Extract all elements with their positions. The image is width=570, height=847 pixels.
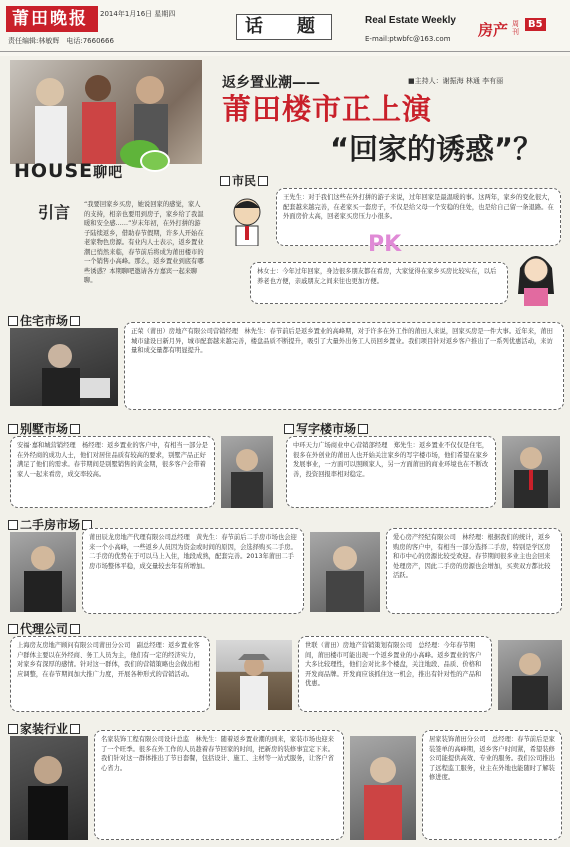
- headline-sub: “回家的诱惑”？: [330, 132, 543, 166]
- daili-right-person-photo: [498, 640, 562, 710]
- section-english: Real Estate Weekly: [365, 15, 456, 26]
- section-zhuzhai: [8, 312, 80, 329]
- square-icon: [8, 724, 18, 734]
- headline-kicker: 返乡置业潮——: [222, 75, 320, 91]
- intro-text: “我要回家乡买房，她说回家的感觉，家人的支持，相亲也要用到房子，家乡给了我温暖和安全感……”岁末年初，在外打拼的游子陆续返乡，借助春节假期，许多人开始在老家物色房源。有业内人士表示，返乡置业潮已悄然来临，春节前后将成为莆田楼市的一个销售小高峰。那么，返乡置业到底有哪些诱惑？本期聊吧邀请各方嘉宾一起来聊聊。: [84, 201, 204, 284]
- section-zhuzhai-label: 住宅市场: [20, 314, 69, 328]
- intro-label: 引言: [38, 203, 71, 222]
- square-icon: [70, 424, 80, 434]
- newspaper-logo: 莆田晚报: [6, 6, 98, 32]
- citizen-wang-quote: 王先生：对于我们这些在外打拼的游子来说，过年回家是最温暖的事。这两年，家乡的变化很大，配套越来越完善，在老家买一套房子，不仅是给父母一个安稳的住处，也是给自己留一条退路。在外面房价太高，回老家买房压力小很多。: [276, 188, 561, 246]
- section-ershou: [8, 516, 92, 533]
- house-suffix: 聊吧: [93, 165, 124, 181]
- section-daili: [8, 620, 80, 637]
- section-citizens: [220, 172, 268, 189]
- citizen-lin-quote: 林女士：今年过年回家，身边很多朋友都在看房，大家觉得在家乡买房比较实在，以后养老也方便，亲戚朋友之间来往也更加方便。: [250, 262, 508, 304]
- zhuzhai-quote: 正荣（莆田）房地产有限公司营销经理 林先生：春节前后是返乡置业的高峰期，对于许多在外工作的莆田人来说，回家买房是一件大事。近年来，莆田城市建设日新月异，城市配套越来越完善，楼盘品质不断提升，吸引了大量外出务工人员回乡置业。我们项目针对返乡客户推出了一系列优惠活动，来访量和成交量都有明显提升。: [124, 322, 564, 410]
- xiezilou-person-photo: [502, 436, 560, 508]
- pk-badge: PK: [368, 232, 402, 257]
- section-citizens-label: 市民: [232, 174, 257, 188]
- xiezilou-quote: 中环天力广场商业中心营销部经理 郑先生：返乡置业不仅仅是住宅，很多在外创业的莆田人也开始关注家乡的写字楼市场，他们希望在家乡发展事业，一方面可以照顾家人，另一方面莆田的商业环境也在不断改善，投资回报率相对稳定。: [286, 436, 496, 508]
- square-icon: [284, 424, 294, 434]
- friends-illustration: [10, 60, 202, 164]
- square-icon: [8, 424, 18, 434]
- zhuzhai-person-photo: [10, 328, 118, 406]
- page-number: B5: [525, 18, 546, 31]
- square-icon: [8, 624, 18, 634]
- square-icon: [70, 316, 80, 326]
- woman-cartoon-avatar: [514, 248, 558, 306]
- square-icon: [70, 624, 80, 634]
- host-byline: ■主持人：谢振海 林通 李有丽: [408, 77, 504, 85]
- ershou-right-person-photo: [310, 532, 380, 612]
- ershou-right-quote: 爱心房产经纪有限公司 林经理：根据我们的统计，返乡购房的客户中，有相当一部分选择二手房，特别是学区房和市中心的房源比较受欢迎。春节期间很多业主也会回来处理房产，因此二手房的房源也会增加，买卖双方都比较活跃。: [386, 528, 562, 614]
- jiazhuang-right-person-photo: [350, 736, 416, 840]
- header-rule: [0, 51, 570, 52]
- square-icon: [358, 424, 368, 434]
- house-word: HOUSE: [14, 160, 94, 182]
- friends-photo: [10, 60, 202, 164]
- section-ershou-label: 二手房市场: [20, 518, 81, 532]
- section-xiezilou-label: 写字楼市场: [296, 422, 357, 436]
- man-cartoon-avatar: [226, 194, 268, 246]
- section-bieshu: [8, 420, 80, 437]
- ershou-left-person-photo: [10, 532, 76, 612]
- section-jiazhuang: [8, 720, 80, 737]
- jiazhuang-left-person-photo: [10, 736, 88, 840]
- issue-date: 2014年1月16日 星期四: [100, 10, 176, 18]
- section-xiezilou: [284, 420, 368, 437]
- daili-left-person-photo: [216, 640, 292, 710]
- headline-main: 莆田楼市正上演: [222, 92, 433, 126]
- editor-line: 责任编辑:林敏辉 电话:7660666: [8, 37, 114, 45]
- section-bieshu-label: 别墅市场: [20, 422, 69, 436]
- chat-bubble-icon-small: [140, 150, 170, 172]
- section-cn: 房产: [478, 21, 509, 39]
- square-icon: [258, 176, 268, 186]
- square-icon: [70, 724, 80, 734]
- daili-right-quote: 世联（莆田）房地产营销策划有限公司 总经理：今年春节期间，莆田楼市可能出现一个返乡置业的小高峰。返乡置业的客户大多比较理性，他们会对比多个楼盘，关注地段、品质、价格和开发商品牌。开发商应该抓住这一机会，推出有针对性的产品和优惠。: [298, 636, 492, 712]
- daili-left-quote: 上海房友房地产顾问有限公司莆田分公司 副总经理：返乡置业客户群体主要以在外经商、务工人员为主，他们有一定的经济实力，对家乡有深厚的感情。针对这一群体，我们的营销策略也会做出相应调整，在春节期间加大推广力度，开展各种形式的营销活动。: [10, 636, 210, 712]
- section-small: 周刊: [512, 20, 519, 36]
- contact-email: E-mail:ptwbfc@163.com: [365, 35, 451, 43]
- house-title: [14, 160, 123, 182]
- square-icon: [8, 316, 18, 326]
- section-label: 话 题: [236, 14, 332, 40]
- bieshu-quote: 安福·嘉和城营销经理 杨经理：返乡置业的客户中，有相当一部分是在外经商的成功人士，他们对居住品质有较高的要求，别墅产品正好满足了他们的需求。春节期间是别墅销售的黄金期，很多客户会带着家人一起来看房，成交率较高。: [10, 436, 215, 508]
- square-icon: [8, 520, 18, 530]
- jiazhuang-right-quote: 居家装饰莆田分公司 总经理：春节前后是家装签单的高峰期，返乡客户时间紧，希望装修公司能提供高效、专业的服务。我们公司推出了远程监工服务，业主在外地也能随时了解装修进度。: [422, 730, 562, 840]
- ershou-left-quote: 莆田辰龙房地产代理有限公司总经理 黄先生：春节前后二手房市场也会迎来一个小高峰，一些返乡人员因为资金或时间的原因，会选择购买二手房。二手房的优势在于可以马上入住，地段成熟，配套完善。2013年莆田二手房市场整体平稳，成交量较去年有所增加。: [82, 528, 304, 614]
- section-daili-label: 代理公司: [20, 622, 69, 636]
- section-jiazhuang-label: 家装行业: [20, 722, 69, 736]
- bieshu-person-photo: [221, 436, 273, 508]
- square-icon: [220, 176, 230, 186]
- jiazhuang-left-quote: 名家装饰工程有限公司设计总监 林先生：随着返乡置业潮的到来，家装市场也迎来了一个旺季。很多在外工作的人员趁着春节回家的时间，把新房的装修事宜定下来。我们针对这一群体推出了节日套餐，包括设计、施工、主材等一站式服务，让客户省心省力。: [94, 730, 344, 840]
